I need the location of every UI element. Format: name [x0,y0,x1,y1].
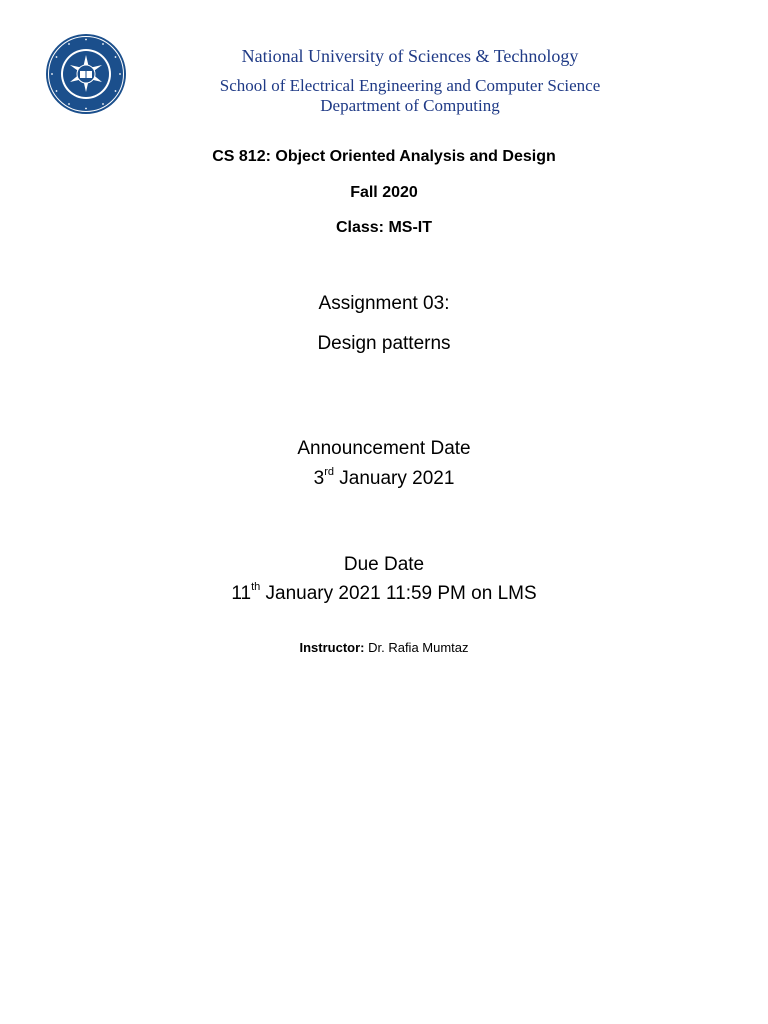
announcement-day: 3 [313,468,325,489]
announcement-date [0,465,768,490]
due-month-year-time: January 2021 11:59 PM on LMS [260,583,537,604]
instructor-label: Instructor: [299,640,365,655]
course-class: Class: MS-IT [335,219,432,236]
announcement-label: Announcement Date [297,438,471,459]
university-name: National University of Sciences & Technology [241,46,579,66]
due-date [0,580,768,605]
announcement-day-suffix: rd [324,465,334,478]
department-name: Department of Computing [320,96,500,115]
assignment-number: Assignment 03: [318,293,450,314]
assignment-topic: Design patterns [317,333,451,354]
due-label: Due Date [343,554,425,575]
instructor-name: Dr. Rafia Mumtaz [364,640,469,655]
course-title: CS 812: Object Oriented Analysis and Design [212,148,556,165]
due-day: 11 [231,583,252,604]
announcement-month-year: January 2021 [333,468,455,489]
due-day-suffix: th [251,580,261,593]
course-term: Fall 2020 [350,184,418,201]
instructor-line [0,640,768,655]
school-name: School of Electrical Engineering and Computer Science [219,76,601,95]
